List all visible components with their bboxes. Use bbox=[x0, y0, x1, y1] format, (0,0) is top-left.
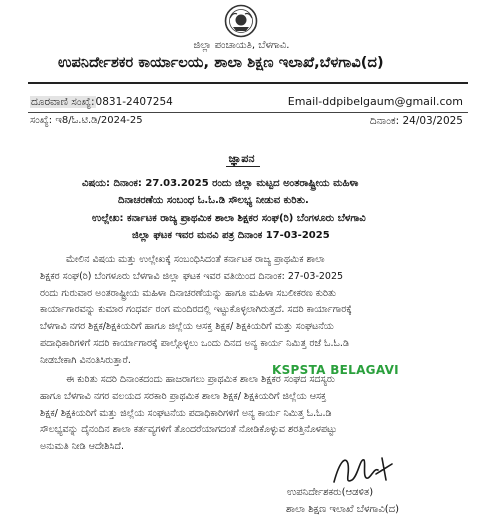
organization-stamp: KSPSTA BELAGAVI bbox=[272, 363, 399, 377]
subject-line: ವಿಷಯ: ದಿನಾಂಕ: 27.03.2025 ರಂದು ಜಿಲ್ಲಾ ಮಟ್ಟದ ಅಂತರಾಷ್ಟ್ರೀಯ ಮಹಿಳಾ bbox=[82, 178, 359, 189]
reference-block bbox=[92, 210, 483, 244]
reference-number: ಸಂಖ್ಯೆ: ಇ8/ಓ.ಟಿ.ಡಿ/2024-25 bbox=[30, 115, 143, 126]
header-divider bbox=[28, 82, 468, 84]
body-line: ನೀಡಬೇಕಾಗಿ ವಿನಂತಿಸಿರುತ್ತಾರೆ. bbox=[40, 354, 131, 366]
subject-line: ದಿನಾಚರಣೆಯ ಸಂಬಂಧ ಓ.ಓ.ಡಿ ಸೌಲಭ್ಯ ನೀಡುವ ಕುರಿತು. bbox=[118, 195, 309, 206]
body-line: ಪದಾಧಿಕಾರಿಗಳಿಗೆ ಸದರಿ ಕಾರ್ಯಾಗಾರಕ್ಕೆ ಪಾಲ್ಗೊಳ್ಳಲು ಒಂದು ದಿನದ ಅನ್ಯ ಕಾರ್ಯ ನಿಮಿತ್ತ ರಜೆ ಓ.ಓ.ಡಿ bbox=[40, 337, 349, 349]
paragraph-two bbox=[40, 372, 480, 456]
body-line: ಅನುಮತಿ ನೀಡಿ ಆದೇಶಿಸಿದೆ. bbox=[40, 441, 124, 453]
body-line: ಬೆಳಗಾವಿ ನಗರ ಶಿಕ್ಷಕ/ಶಿಕ್ಷಕಿಯರಿಗೆ ಹಾಗೂ ಜಿಲ್ಲೆಯ ಆಸಕ್ತ ಶಿಕ್ಷಕ/ ಶಿಕ್ಷಕಿಯರಿಗೆ ಮತ್ತು ಸಂಘಟನೆಯ bbox=[40, 321, 334, 333]
email-address: Email-ddpibelgaum@gmail.com bbox=[287, 95, 463, 108]
paragraph-one bbox=[40, 252, 480, 370]
memo-title: ಜ್ಞಾಪನ bbox=[228, 152, 255, 165]
signatory-office: ಶಾಲಾ ಶಿಕ್ಷಣ ಇಲಾಖೆ ಬೆಳಗಾವಿ(ದ) bbox=[286, 504, 400, 515]
office-title: ಉಪನಿರ್ದೇಶಕರ ಕಾರ್ಯಾಲಯ, ಶಾಲಾ ಶಿಕ್ಷಣ ಇಲಾಖೆ,ಬೆಳಗಾವಿ(ದ) bbox=[58, 55, 384, 71]
signature-icon bbox=[326, 450, 406, 490]
body-line: ಮೇಲಿನ ವಿಷಯ ಮತ್ತು ಉಲ್ಲೇಖಕ್ಕೆ ಸಂಬಂಧಿಸಿದಂತೆ ಕರ್ನಾಟಕ ರಾಜ್ಯ ಪ್ರಾಥಮಿಕ ಶಾಲಾ bbox=[66, 254, 325, 265]
district-line: ಜಿಲ್ಲಾ ಪಂಚಾಯತಿ, ಬೆಳಗಾವಿ. bbox=[193, 40, 290, 51]
body-line: ಸೌಲಭ್ಯವನ್ನು ದೈನಂದಿನ ಶಾಲಾ ಕರ್ತವ್ಯಗಳಿಗೆ ತೊಂದರೆಯಾಗದಂತೆ ನೋಡಿಕೊಳ್ಳುವ ಶರತ್ತಿನೊಳಪಟ್ಟು bbox=[40, 424, 337, 436]
body-line: ಶಿಕ್ಷಕ/ ಶಿಕ್ಷಕಿಯರಿಗೆ ಮತ್ತು ಜಿಲ್ಲೆಯ ಸಂಘಟನೆಯ ಪದಾಧಿಕಾರಿಗಳಿಗೆ ಅನ್ಯ ಕಾರ್ಯ ನಿಮಿತ್ತ ಓ.ಓ.ಡಿ bbox=[40, 407, 332, 419]
signatory-title: ಉಪನಿರ್ದೇಶಕರು(ಆಡಳಿತ) bbox=[287, 487, 374, 498]
issue-date: ದಿನಾಂಕ: 24/03/2025 bbox=[369, 115, 463, 127]
karnataka-emblem-icon bbox=[224, 4, 258, 38]
phone-label: ದೂರವಾಣಿ ಸಂಖ್ಯೆ: bbox=[31, 96, 95, 108]
memo-title-underline bbox=[226, 166, 260, 167]
contact-divider bbox=[28, 112, 468, 113]
body-line: ಹಾಗೂ ಬೆಳಗಾವಿ ನಗರ ವಲಯದ ಸರಕಾರಿ ಪ್ರಾಥಮಿಕ ಶಾಲಾ ಶಿಕ್ಷಕ/ ಶಿಕ್ಷಕಿಯರಿಗೆ ಜಿಲ್ಲೆಯ ಆಸಕ್ತ bbox=[40, 390, 327, 402]
phone-number: 0831-2407254 bbox=[95, 96, 173, 108]
subject-block bbox=[82, 175, 474, 209]
reference-line: ಉಲ್ಲೇಖ: ಕರ್ನಾಟಕ ರಾಜ್ಯ ಪ್ರಾಥಮಿಕ ಶಾಲಾ ಶಿಕ್ಷಕರ ಸಂಘ(ರಿ) ಬೆಂಗಳೂರು ಬೆಳಗಾವಿ bbox=[92, 213, 366, 224]
body-line: ಕಾರ್ಯಾಗಾರವನ್ನು ಕುಮಾರ ಗಂಧರ್ವ ರಂಗ ಮಂದಿರದಲ್ಲಿ ಇಟ್ಟುಕೊಳ್ಳಲಾಗಿರುತ್ತದೆ. ಸದರಿ ಕಾರ್ಯಾಗಾರಕ್ಕೆ bbox=[40, 304, 352, 316]
body-line: ಶಿಕ್ಷಕರ ಸಂಘ(ರಿ) ಬೆಂಗಳೂರು ಬೆಳಗಾವಿ ಜಿಲ್ಲಾ ಘಟಕ ಇವರ ವತಿಯಿಂದ ದಿನಾಂಕ: 27-03-2025 bbox=[40, 270, 344, 282]
reference-line: ಜಿಲ್ಲಾ ಘಟಕ ಇವರ ಮನವಿ ಪತ್ರ ದಿನಾಂಕ 17-03-2025 bbox=[132, 230, 330, 241]
phone-line bbox=[30, 96, 173, 109]
body-line: ರಂದು ಗುರುವಾರ ಅಂತರಾಷ್ಟ್ರೀಯ ಮಹಿಳಾ ದಿನಾಚರಣೆಯನ್ನು ಹಾಗೂ ಮಹಿಳಾ ಸಬಲೀಕರಣ ಕುರಿತು bbox=[40, 287, 337, 299]
body-line: ಈ ಕುರಿತು ಸದರಿ ದಿನಾಂಕದಂದು ಹಾಜರಾಗಲು ಪ್ರಾಥಮಿಕ ಶಾಲಾ ಶಿಕ್ಷಕರ ಸಂಘದ ಸದಸ್ಯರು bbox=[66, 374, 335, 385]
